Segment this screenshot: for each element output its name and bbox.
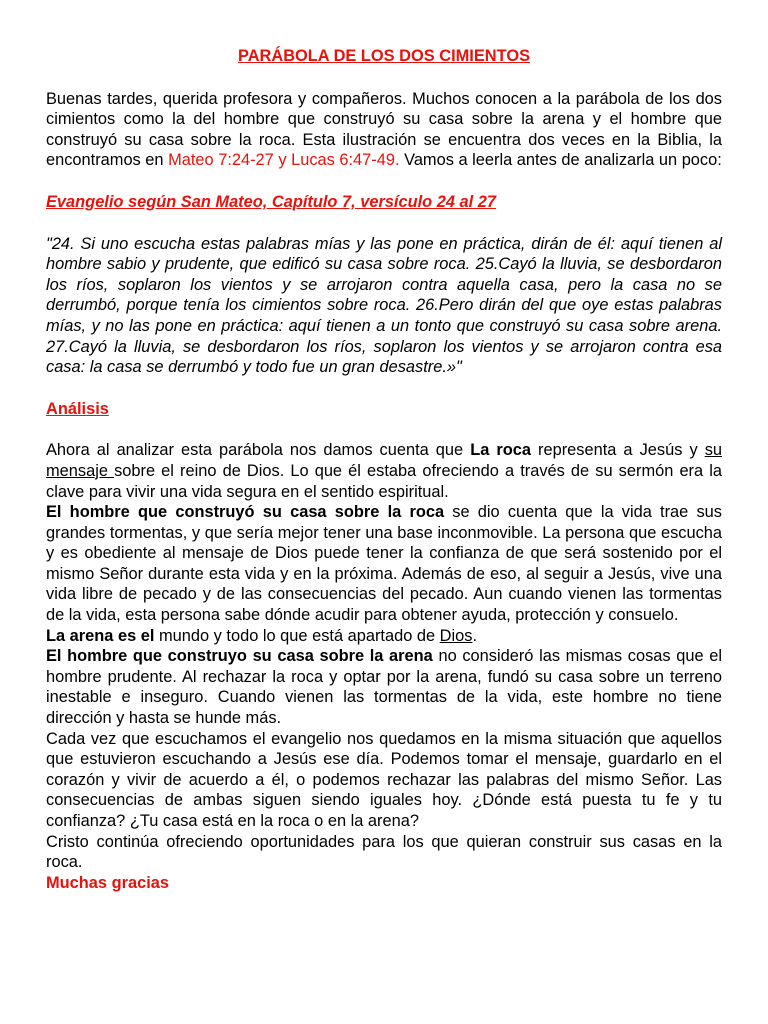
god-term: Dios (439, 626, 473, 645)
analysis-paragraph-wise-man (46, 502, 722, 626)
analysis-paragraph-gospel: Cada vez que escuchamos el evangelio nos quedamos en la misma situación que aquellos que estuvieron escuchando a Jesús ese día. Podemos tomar el mensaje, guardarlo en el corazón y vivir de acuerdo a él, o podemos rechazar las palabras del mismo Señor. Las consecuencias de ambas siguen siendo iguales hoy. ¿Dónde está puesta tu fe y tu confianza? ¿Tu casa está en la roca o en la arena? (46, 729, 722, 830)
analysis-paragraph-sand (46, 626, 722, 647)
message-term: su mensaje (46, 441, 722, 480)
analysis-paragraph-christ: Cristo continúa ofreciendo oportunidades para los que quieran construir sus casas en la roca. (46, 832, 722, 872)
analysis-text: mundo y todo lo que está apartado de (154, 626, 440, 645)
gospel-heading: Evangelio según San Mateo, Capítulo 7, versículo 24 al 27 (46, 192, 496, 211)
sand-term: La arena es el (46, 626, 155, 645)
intro-text-end: Vamos a leerla antes de analizarla un poco: (399, 151, 722, 170)
analysis-text: representa a Jesús y (531, 441, 705, 460)
analysis-paragraph-rock (46, 440, 722, 502)
document-title: PARÁBOLA DE LOS DOS CIMIENTOS (237, 47, 530, 65)
analysis-text: . (472, 626, 478, 645)
scripture-quote: "24. Si uno escucha estas palabras mías y las pone en práctica, dirán de él: aquí tienen al hombre sabio y prudente, que edificó su casa sobre roca. 25.Cayó la lluvia, se desbordaron los ríos, soplaron los vientos y se arrojaron contra aquella casa, pero la casa no se derrumbó, porque tenía los cimientos sobre roca. 26.Pero dirán del que oye estas palabras mías, y no las pone en práctica: aquí tienen a un tonto que construyó su casa sobre arena. 27.Cayó la lluvia, se desbordaron los ríos, soplaron los vientos y se arrojaron contra esa casa: la casa se derrumbó y todo fue un gran desastre.»" (46, 234, 722, 377)
analysis-text: Ahora al analizar esta parábola nos damos cuenta que (46, 441, 471, 460)
closing-thanks: Muchas gracias (46, 873, 169, 892)
bible-references: Mateo 7:24-27 y Lucas 6:47-49. (168, 151, 400, 170)
intro-paragraph (46, 89, 722, 171)
analysis-text: no consideró las mismas cosas que el hombre prudente. Al rechazar la roca y optar por la arena, fundó su casa sobre un terreno inestable e inseguro. Cuando vienen las tormentas de la vida, este hombre no tiene dirección y hasta se hunde más. (46, 647, 722, 728)
analysis-text: se dio cuenta que la vida trae sus grandes tormentas, y que sería mejor tener una base inconmovible. La persona que escucha y es obediente al mensaje de Dios puede tener la confianza de que será sostenido por el mismo Señor durante esta vida y en la próxima. Además de eso, al seguir a Jesús, vive una vida libre de pecado y de las consecuencias del pecado. Aun cuando vienen las tormentas de la vida, esta persona sabe dónde acudir para obtener ayuda, protección y consuelo. (46, 503, 722, 625)
analysis-paragraph-foolish-man (46, 646, 722, 728)
document-page (46, 46, 722, 893)
rock-term: La roca (470, 441, 531, 460)
foolish-man-term: El hombre que construyo su casa sobre la arena (46, 647, 433, 666)
intro-text: Buenas tardes, querida profesora y compañeros. Muchos conocen a la parábola de los dos cimientos como la del hombre que construyó su casa sobre la arena y el hombre que construyó su casa sobre la roca. Esta ilustración se encuentra dos veces en la Biblia, la encontramos en (46, 89, 722, 170)
analysis-heading: Análisis (46, 399, 109, 418)
wise-man-term: El hombre que construyó su casa sobre la roca (46, 503, 445, 522)
analysis-text: sobre el reino de Dios. Lo que él estaba ofreciendo a través de su sermón era la clave para vivir una vida segura en el sentido espiritual. (46, 461, 722, 501)
